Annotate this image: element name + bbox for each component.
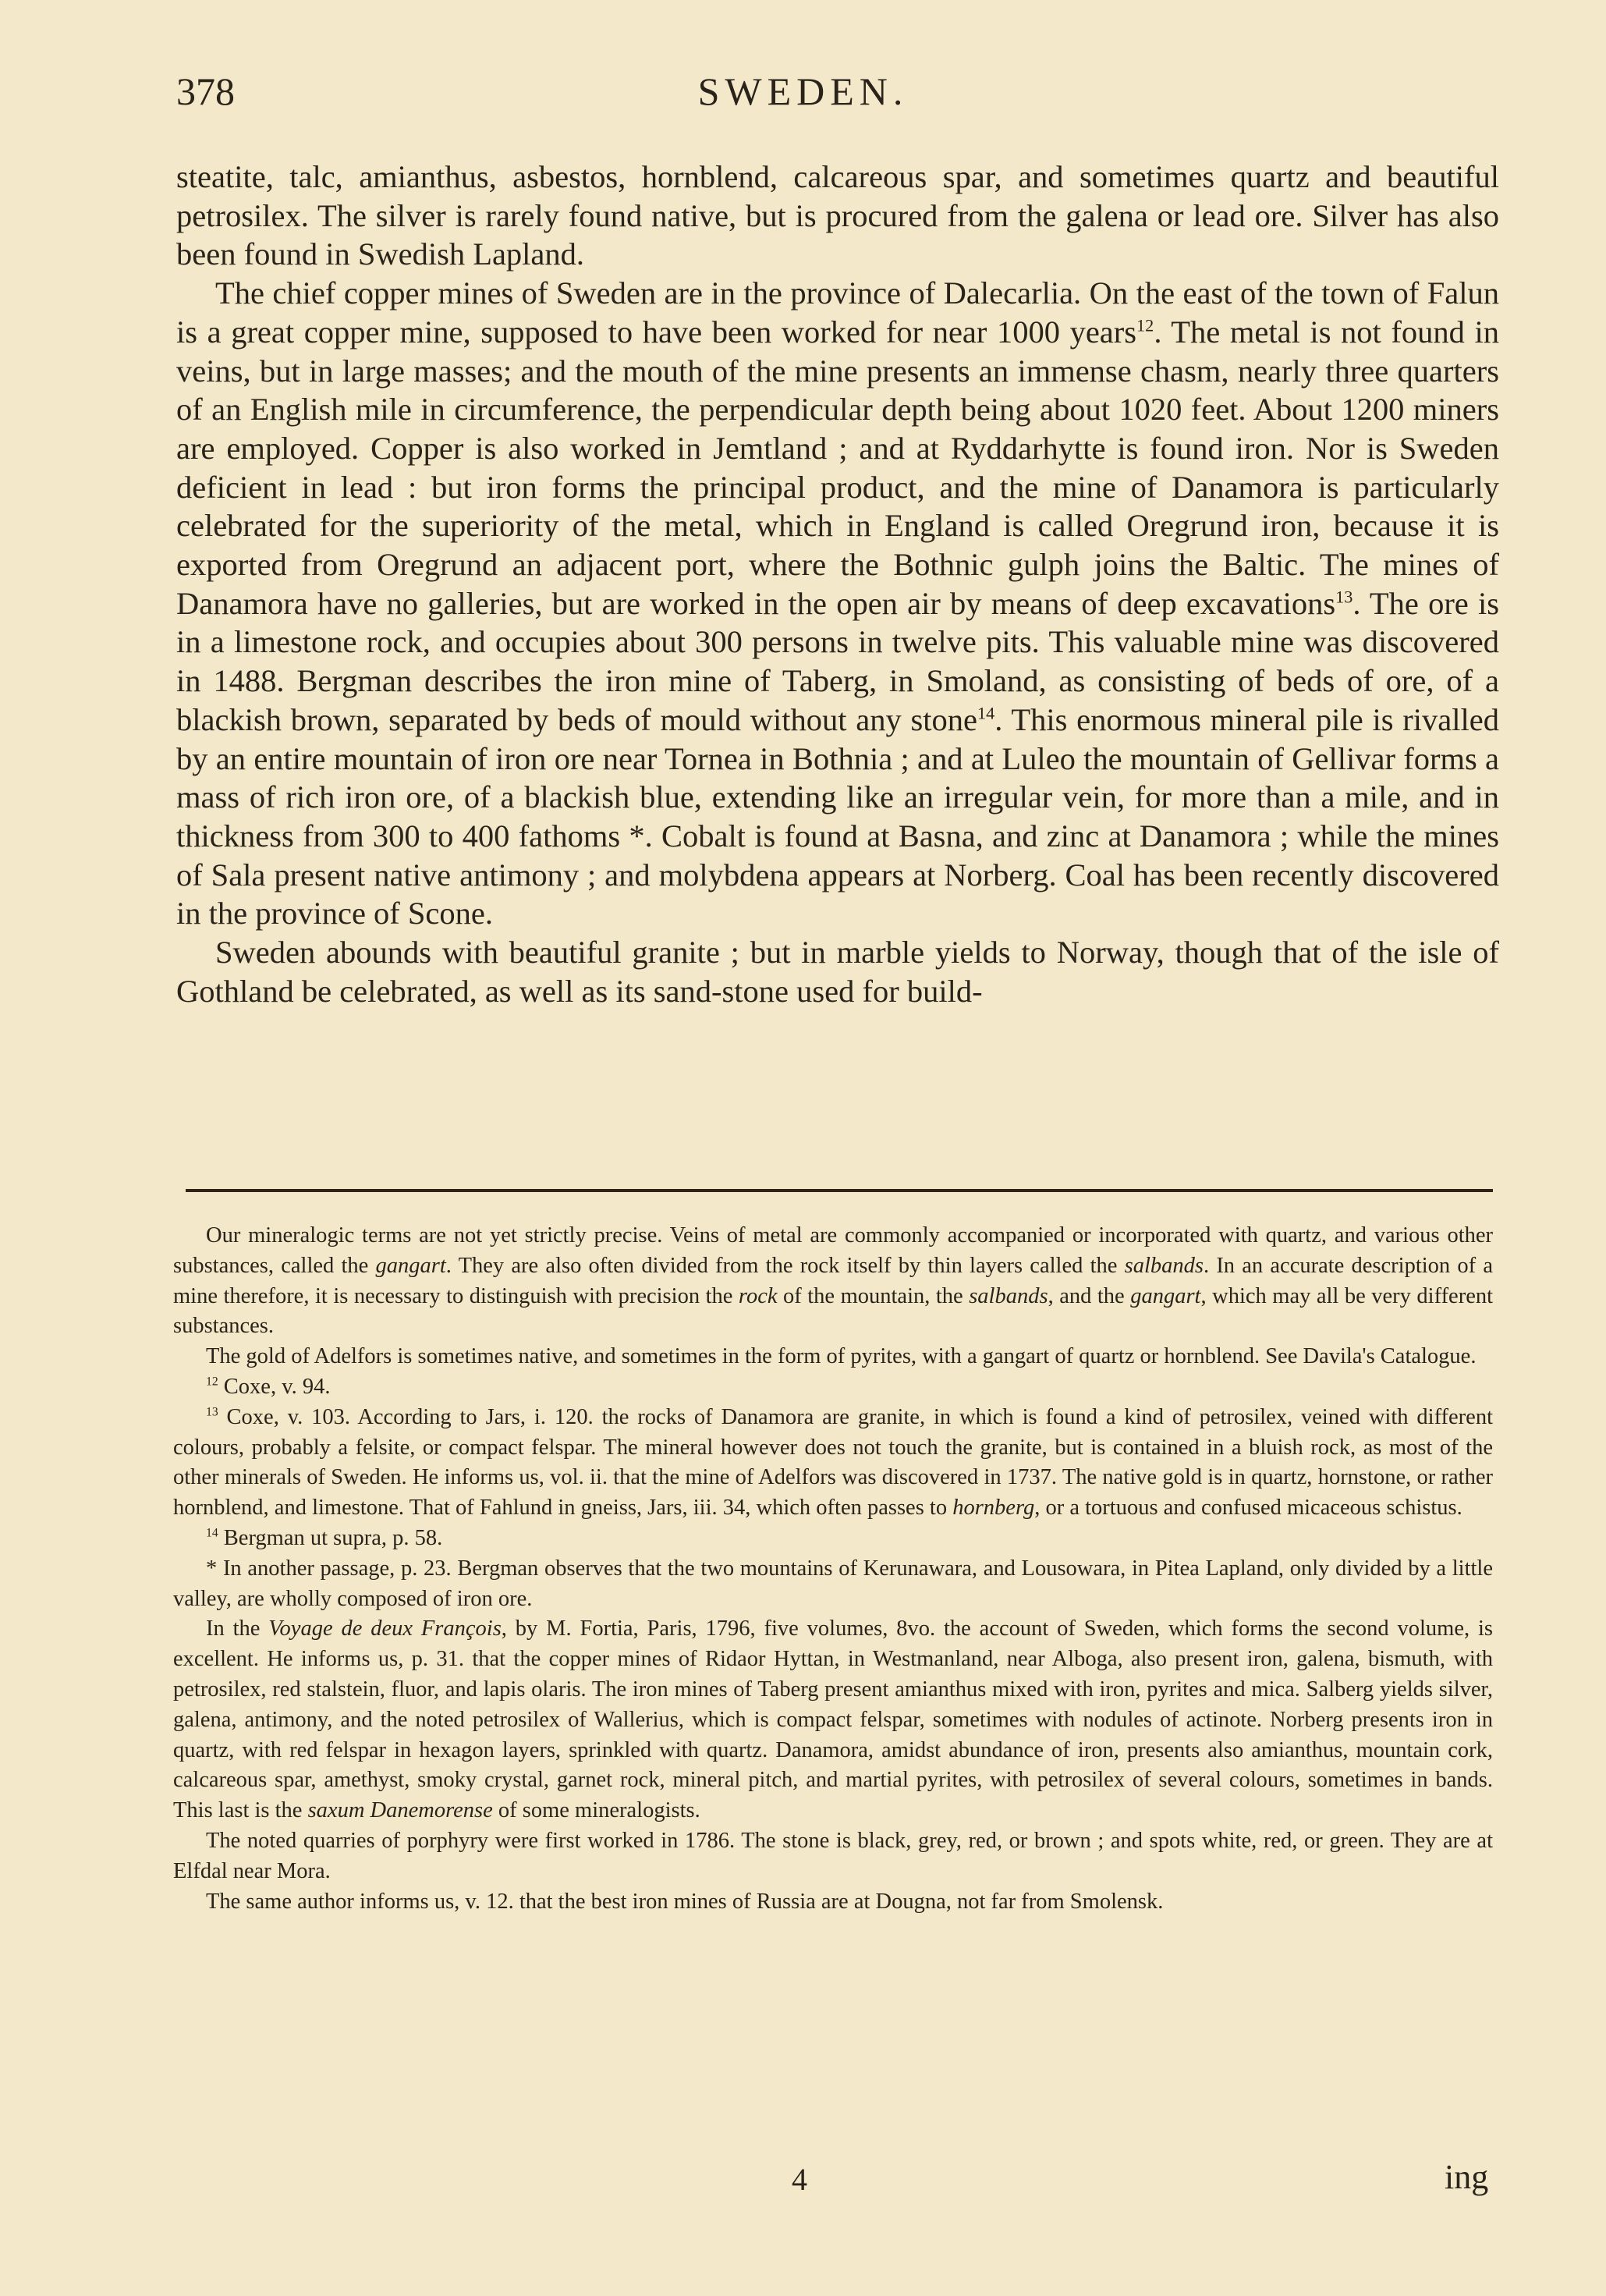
body-paragraph (176, 274, 1499, 933)
text-run: . They are also often divided from the rock itself by thin layers called the (445, 1253, 1125, 1278)
text-run: . In an accurate description of a mine therefore, it is necessary to distinguish with precision the (173, 1253, 1493, 1308)
text-run: . This enormous mineral pile is rivalled by an entire mountain of iron ore near Tornea in Bothnia ; and at Luleo the mountain of Gellivar forms a mass of rich iron ore, of a blackish blue, extending like an irregular vein, for more than a mile, and in thickness from 300 to 400 fathoms *. Cobalt is found at Basna, and zinc at Danamora ; while the mines of Sala present native antimony ; and molybdena appears at Norberg. Coal has been recently discovered in the province of Scone. (176, 701, 1499, 932)
signature-mark: 4 (792, 2162, 807, 2197)
footnote (173, 1342, 1493, 1372)
footnotes (173, 1221, 1493, 1917)
body-paragraph (176, 933, 1499, 1010)
text-run: The same author informs us, v. 12. that the best iron mines of Russia are at Dougna, not far from Smolensk. (206, 1889, 1164, 1914)
text-run: , or a tortuous and confused micaceous schistus. (1034, 1496, 1462, 1521)
page-number: 378 (176, 69, 235, 113)
text-run: In the (206, 1616, 269, 1641)
italic-term: saxum Danemorense (307, 1798, 493, 1823)
text-run: Sweden abounds with beautiful granite ; but in marble yields to Norway, though that of the isle of Gothland be celebrated, as well as its sand-stone used for build- (176, 935, 1499, 1009)
italic-term: salbands (1124, 1253, 1204, 1278)
footnote (173, 1554, 1493, 1615)
page-header (0, 69, 1606, 131)
body-paragraph (176, 158, 1499, 274)
italic-term: gangart (375, 1253, 446, 1278)
footnote (173, 1372, 1493, 1403)
text-run: of some mineralogists. (492, 1798, 700, 1823)
footnote-reference: 12 (1136, 315, 1154, 335)
footnote (173, 1826, 1493, 1887)
text-run: Bergman ut supra, p. 58. (218, 1525, 443, 1550)
text-run: steatite, talc, amianthus, asbestos, hornblend, calcareous spar, and sometimes quartz and beautiful petrosilex. The silver is rarely found native, but is procured from the galena or lead ore. Silver has also been found in Swedish Lapland. (176, 159, 1499, 272)
text-run: . The metal is not found in veins, but in large masses; and the mouth of the mine presents an immense chasm, nearly three quarters of an English mile in circumference, the perpendicular depth being about 1020 feet. About 1200 miners are employed. Copper is also worked in Jemtland ; and at Ryddarhytte is found iron. Nor is Sweden deficient in lead : but iron forms the principal product, and the mine of Danamora is particularly celebrated for the superiority of the metal, which in England is called Oregrund iron, because it is exported from Oregrund an adjacent port, where the Bothnic gulph joins the Baltic. The mines of Danamora have no galleries, but are worked in the open air by means of deep excavations (176, 314, 1500, 621)
footnote (173, 1524, 1493, 1554)
footnote (173, 1887, 1493, 1918)
italic-term: salbands (969, 1283, 1048, 1308)
footnote-reference: 14 (206, 1526, 218, 1540)
text-run: * In another passage, p. 23. Bergman observes that the two mountains of Kerunawara, and Lousowara, in Pitea Lapland, only divided by a little valley, are wholly composed of iron ore. (173, 1556, 1493, 1611)
italic-term: rock (738, 1283, 778, 1308)
footnote (173, 1614, 1493, 1826)
text-run: , which may all be very different substances. (173, 1283, 1494, 1339)
footnote-reference: 12 (206, 1375, 218, 1389)
footnote-reference: 13 (206, 1405, 218, 1419)
text-run: Coxe, v. 94. (218, 1374, 331, 1399)
text-run: The noted quarries of porphyry were first worked in 1786. The stone is black, grey, red, or brown ; and spots white, red, or green. They are at Elfdal near Mora. (173, 1828, 1493, 1883)
italic-term: gangart (1130, 1283, 1201, 1308)
footnote-reference: 13 (1335, 587, 1353, 607)
text-run: The chief copper mines of Sweden are in the province of Dalecarlia. On the east of the town of Falun is a great copper mine, supposed to have been worked for near 1000 years (176, 275, 1499, 350)
text-run: The gold of Adelfors is sometimes native, and sometimes in the form of pyrites, with a gangart of quartz or hornblend. See Davila's Catalogue. (206, 1344, 1477, 1369)
catchword: ing (1445, 2158, 1489, 2196)
text-run: , by M. Fortia, Paris, 1796, five volumes, 8vo. the account of Sweden, which forms the second volume, is excellent. He informs us, p. 31. that the copper mines of Ridaor Hyttan, in Westmanland, near Alboga, also present iron, galena, bismuth, with petrosilex, red stalstein, fluor, and lapis olaris. The iron mines of Taberg present amianthus mixed with iron, pyrites and mica. Salberg yields silver, galena, antimony, and the noted petrosilex of Wallerius, which is compact felspar, sometimes with nodules of actinote. Norberg presents iron in quartz, with red felspar in hexagon layers, sprinkled with quartz. Danamora, amidst abundance of iron, presents also amianthus, mountain cork, calcareous spar, amethyst, smoky crystal, garnet rock, mineral pitch, and martial pyrites, with petrosilex of several colours, sometimes in bands. This last is the (173, 1616, 1493, 1823)
footnote (173, 1221, 1493, 1342)
footnote-divider (186, 1189, 1493, 1192)
footnote-reference: 14 (977, 703, 995, 723)
main-text (176, 158, 1499, 1010)
footnote (173, 1403, 1493, 1524)
running-head: SWEDEN. (697, 69, 909, 113)
text-run: , and the (1048, 1283, 1131, 1308)
text-run: . The ore is in a limestone rock, and occupies about 300 persons in twelve pits. This valuable mine was discovered in 1488. Bergman describes the iron mine of Taberg, in Smoland, as consisting of beds of ore, of a blackish brown, separated by beds of mould without any stone (176, 585, 1499, 737)
text-run: of the mountain, the (777, 1283, 970, 1308)
text-run: Coxe, v. 103. According to Jars, i. 120. the rocks of Danamora are granite, in which is found a kind of petrosilex, veined with different colours, probably a felsite, or compact felspar. The mineral however does not touch the granite, but is contained in a bluish rock, as most of the other minerals of Sweden. He informs us, vol. ii. that the mine of Adelfors was discovered in 1737. The native gold is in quartz, hornstone, or rather hornblend, and limestone. That of Fahlund in gneiss, Jars, iii. 34, which often passes to (173, 1404, 1493, 1521)
text-run: Our mineralogic terms are not yet strictly precise. Veins of metal are commonly accompanied or incorporated with quartz, and various other substances, called the (173, 1223, 1493, 1278)
italic-term: hornberg (952, 1496, 1035, 1521)
italic-term: Voyage de deux François (268, 1616, 502, 1641)
